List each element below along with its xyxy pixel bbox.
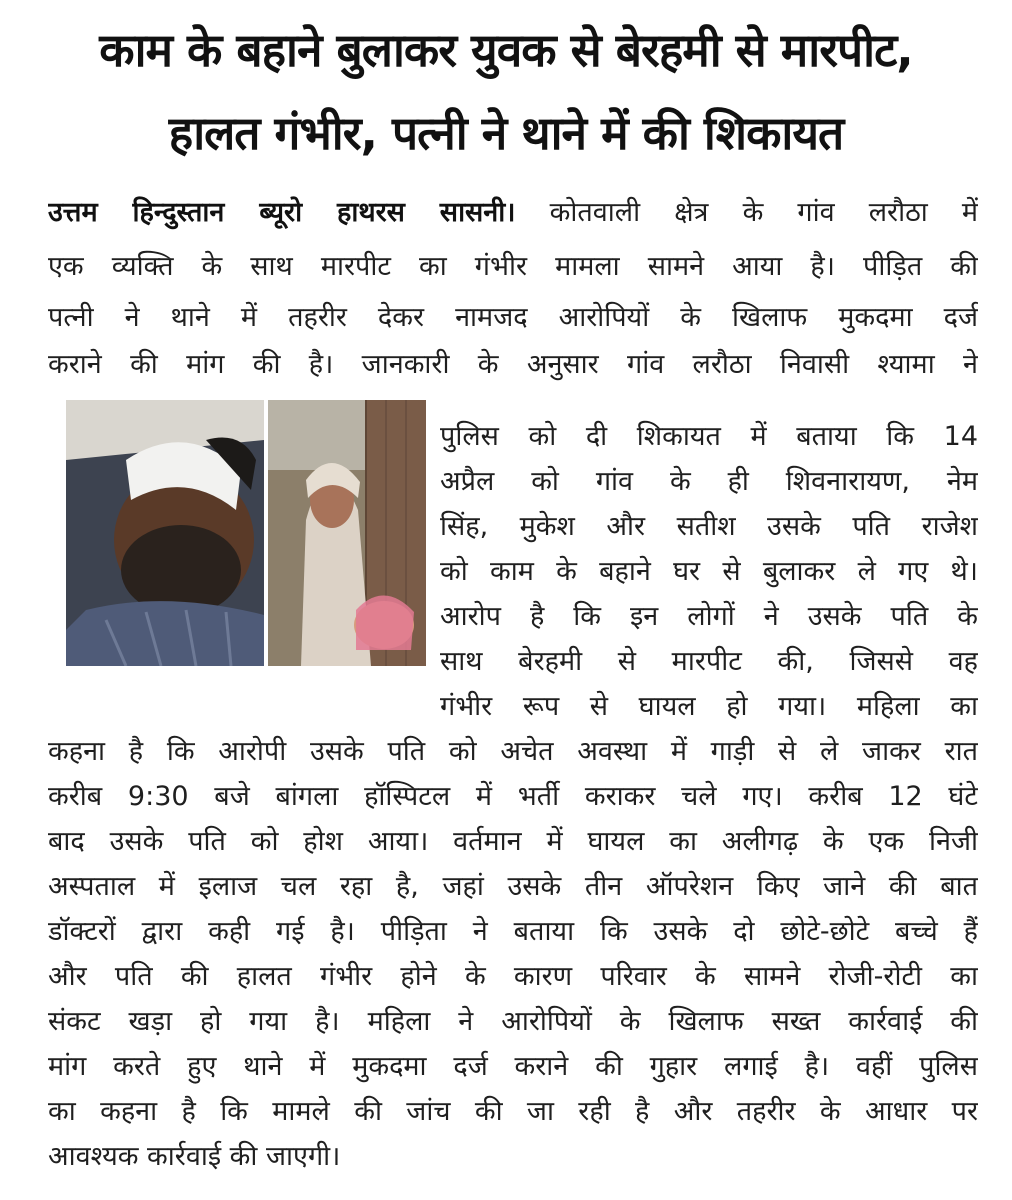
body-line-15: अस्पताल में इलाज चल रहा है, जहां उसके तीन ऑपरेशन किए जाने की बात	[48, 871, 978, 902]
body-line-12: कहना है कि आरोपी उसके पति को अचेत अवस्था में गाड़ी से ले जाकर रात	[48, 736, 978, 767]
body-line-4: कराने की मांग की है। जानकारी के अनुसार गांव लरौठा निवासी श्यामा ने	[48, 349, 978, 380]
body-line-2: एक व्यक्ति के साथ मारपीट का गंभीर मामला सामने आया है। पीड़ित की	[48, 251, 978, 282]
body-line-14: बाद उसके पति को होश आया। वर्तमान में घायल का अलीगढ़ के एक निजी	[48, 826, 978, 857]
body-line-11: गंभीर रूप से घायल हो गया। महिला का	[440, 691, 978, 722]
headline-line-1: काम के बहाने बुलाकर युवक से बेरहमी से मारपीट,	[99, 23, 913, 77]
headline-line-2: हालत गंभीर, पत्नी ने थाने में की शिकायत	[168, 106, 844, 160]
body-line-1	[48, 192, 978, 234]
body-line-19: मांग करते हुए थाने में मुकदमा दर्ज कराने की गुहार लगाई है। वहीं पुलिस	[48, 1051, 978, 1082]
news-photo	[66, 400, 426, 666]
body-line-16: डॉक्टरों द्वारा कही गई है। पीड़िता ने बताया कि उसके दो छोटे-छोटे बच्चे हैं	[48, 916, 978, 947]
body-line-6: अप्रैल को गांव के ही शिवनारायण, नेम	[440, 466, 978, 497]
body-line-13: करीब 9:30 बजे बांगला हॉस्पिटल में भर्ती कराकर चले गए। करीब 12 घंटे	[48, 781, 978, 812]
body-line-9: आरोप है कि इन लोगों ने उसके पति के	[440, 601, 978, 632]
body-line-10: साथ बेरहमी से मारपीट की, जिससे वह	[440, 646, 978, 677]
body-line-20: का कहना है कि मामले की जांच की जा रही है और तहरीर के आधार पर	[48, 1096, 978, 1127]
body-line-1-text: कोतवाली क्षेत्र के गांव लरौठा में	[549, 197, 978, 228]
body-line-3: पत्नी ने थाने में तहरीर देकर नामजद आरोपियों के खिलाफ मुकदमा दर्ज	[48, 302, 978, 333]
byline: उत्तम हिन्दुस्तान ब्यूरो हाथरस सासनी।	[48, 197, 516, 228]
body-line-18: संकट खड़ा हो गया है। महिला ने आरोपियों के खिलाफ सख्त कार्रवाई की	[48, 1006, 978, 1037]
body-line-17: और पति की हालत गंभीर होने के कारण परिवार के सामने रोजी-रोटी का	[48, 961, 978, 992]
body-line-8: को काम के बहाने घर से बुलाकर ले गए थे।	[440, 556, 978, 587]
body-line-21: आवश्यक कार्रवाई की जाएगी।	[48, 1141, 341, 1172]
body-line-7: सिंह, मुकेश और सतीश उसके पति राजेश	[440, 511, 978, 542]
body-line-5: पुलिस को दी शिकायत में बताया कि 14	[440, 421, 978, 452]
